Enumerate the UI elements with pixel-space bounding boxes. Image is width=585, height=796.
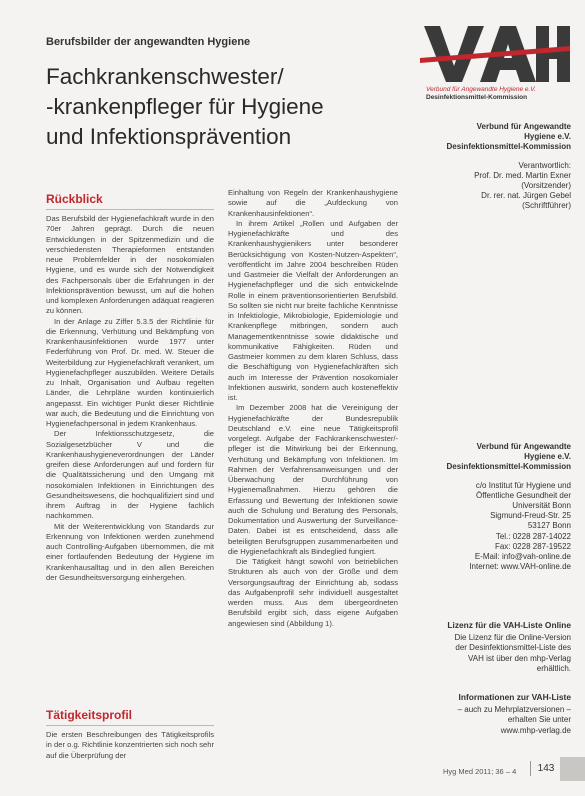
title-line: Fachkrankenschwester/	[46, 64, 284, 89]
body-paragraph: Die Tätigkeit hängt sowohl von betrieblichen Strukturen als auch von der Größe und dem Versorgungsauftrag der Einrichtung ab, sodass das Aufgabenprofil sehr individuell ausgestaltet werden muss. Aus dem übergeordneten Berufsbild ergibt sich, dass eigene Aufgaben angewiesen sind (Abbildung 1).	[228, 557, 398, 628]
sidebar-info-line: erhalten Sie unter	[507, 715, 571, 725]
sidebar-address-line: Sigmund-Freud-Str. 25	[490, 511, 571, 521]
sidebar-license-block	[396, 620, 571, 674]
body-paragraph: In der Anlage zu Ziffer 5.3.5 der Richtlinie für die Erkennung, Verhütung und Bekämpfung von Krankenhausinfektionen wurde 1977 unter Federführung von Prof. Dr. med. W. Steuer die Weiterbildung zur Hygienefachkraft verankert, um Hygienefachpfleger auszubilden. Weitere Details zu Inhalt, Organisation und Aufbau regelten Länder, die Lehrpläne wurden kontinuierlich angepasst. Ein wichtiger Punkt dieser Richtlinie war auch, die Bedeutung und die Einrichtung von Hygienefachpersonal in jedem Krankenhaus.	[46, 316, 214, 428]
column-1-body	[46, 214, 214, 688]
sidebar-publisher-block	[396, 122, 571, 212]
body-paragraph: Der Infektionsschutzgesetz, die Sozialgesetzbücher V und die Krankenhaushygieneverordnungen der Länder greifen diese Anforderungen auf und fordern für die Qualitätssicherung und den Umgang mit nosokomialen Infektionen in Einrichtungen des Gesundheitswesens, die hochqualifiziert sind und ihrem Auftrag in der Hygiene fachlich nachkommen.	[46, 429, 214, 521]
sidebar-license-heading: Lizenz für die VAH-Liste Online	[447, 620, 571, 630]
body-paragraph: Das Berufsbild der Hygienefachkraft wurde in den 70er Jahren geprägt. Durch die neuen Entwicklungen in der Spitzenmedizin und die verschiedensten Therapieformen entstanden neue Problemfelder in der nosokomialen Hygiene, und es wurde sich der Notwendigkeit des Fachpersonals über die Erfahrungen in der Infektionsprävention bewusst, um auf die hohen und komplexen Anforderungen adäquat reagieren zu können.	[46, 214, 214, 316]
body-paragraph: In ihrem Artikel „Rollen und Aufgaben der Hygienefachkräfte und des Krankenhaushygienikers unter besonderer Berücksichtigung von Kosten-Nutzen-Aspekten“, veröffentlicht im Jahre 2004 beschreiben Rüden und Gastmeier die Vielfalt der Anforderungen an Hygienefachpfleger und die sich entwickelnde Rolle in einem präventionsorientierten Berufsbild. So sollten sie nicht nur breite fachliche Kenntnisse in Infektiologie, Mikrobiologie, Epidemiologie und Krankenpflege mitbringen, sondern auch Managementkenntnisse sowie didaktische und kommunikative Fähigkeiten. Rüden und Gastmeier kommen zu dem klaren Schluss, dass die Beschäftigung von Hygienefachkräften sich auch im Interesse der Prävention nosokomialer Infektionen auswirkt, sondern auch kosteneffektiv ist.	[228, 218, 398, 402]
sidebar-address-line: Universität Bonn	[512, 501, 571, 511]
section-kicker: Berufsbilder der angewandten Hygiene	[46, 36, 251, 48]
column-2-body	[228, 188, 398, 772]
sidebar-info-link[interactable]: www.mhp-verlag.de	[500, 725, 571, 735]
section-rule	[46, 725, 214, 726]
vah-logo-mark	[420, 20, 570, 86]
journal-citation: Hyg Med 2011; 36 – 4	[443, 767, 517, 776]
sidebar-person: Prof. Dr. med. Martin Exner	[474, 170, 571, 180]
body-paragraph: Im Dezember 2008 hat die Vereinigung der Hygienefachkräfte der Bundesrepublik Deutschland e.V. eine neue Tätigkeitsprofil vorgelegt. Aufgabe der Fachkrankenschwester/-pfleger ist die Mitwirkung bei der Erkennung, Verhütung und Bekämpfung von Infektionen. Im Rahmen der Verfahrensanweisungen und der Überwachung der Durchführung von Hygienemaßnahmen. Hierzu gehören die Erfassung und Bewertung der Infektionen sowie auch die Schulung und Beratung des Personals, Dokumentation und Auswertung der Surveillance-Daten. Dabei ist es entscheidend, dass alle beteiligten Berufsgruppen zusammenarbeiten und die Hygienefachkraft als Bindeglied fungiert.	[228, 403, 398, 556]
section-heading-rueckblick: Rückblick	[46, 192, 103, 206]
sidebar-address-line: 53127 Bonn	[527, 521, 571, 531]
sidebar-address-line: Tel.: 0228 287-14022	[495, 531, 571, 541]
sidebar-person: (Schriftführer)	[522, 201, 571, 211]
sidebar-email-link[interactable]: E-Mail: info@vah-online.de	[474, 552, 571, 562]
body-paragraph: Einhaltung von Regeln der Krankenhaushygiene sowie auf die „Aufdeckung von Krankenhausinfektionen“.	[228, 188, 398, 218]
sidebar-org-line: Hygiene e.V.	[524, 132, 571, 142]
sidebar-responsible-label: Verantwortlich:	[518, 160, 571, 170]
logo-subline-commission: Desinfektionsmittel-Kommission	[426, 94, 528, 101]
logo-subline-org: Verbund für Angewandte Hygiene e.V.	[426, 86, 536, 93]
sidebar-org-line: Desinfektionsmittel-Kommission	[446, 142, 571, 152]
sidebar-address-line: c/o Institut für Hygiene und	[475, 480, 571, 490]
sidebar-web-link[interactable]: Internet: www.VAH-online.de	[469, 562, 571, 572]
sidebar-address-line: Fax: 0228 287-19522	[494, 541, 571, 551]
sidebar-address-block	[396, 442, 571, 572]
page-number: 143	[530, 761, 561, 776]
sidebar-person: (Vorsitzender)	[521, 181, 571, 191]
page-edge-tab	[560, 757, 585, 781]
body-paragraph: Mit der Weiterentwicklung von Standards zur Erkennung von Infektionen werden zunehmend auch Controlling-Aufgaben übernommen, die mit einer fortlaufenden Bedeutung der Hygiene im Krankenhausalltag und in den allen Bereichen der Gesundheitsversorgung einhergehen.	[46, 521, 214, 582]
sidebar-person: Dr. rer. nat. Jürgen Gebel	[481, 191, 571, 201]
title-line: -krankenpfleger für Hygiene	[46, 94, 324, 119]
article-title	[46, 62, 376, 152]
sidebar-org-line: Hygiene e.V.	[524, 452, 571, 462]
sidebar-org-line: Verbund für Angewandte	[476, 442, 571, 451]
sidebar-license-line: erhältlich.	[536, 663, 571, 673]
body-paragraph: Die ersten Beschreibungen des Tätigkeitsprofils in der o.g. Richtlinie konzentrierten sich noch sehr auf die Überprüfung der	[46, 730, 214, 760]
sidebar-license-line: VAH ist über den mhp-Verlag	[467, 653, 571, 663]
sidebar-info-block	[396, 692, 571, 736]
section-rule	[46, 209, 214, 210]
sidebar-address-line: Öffentliche Gesundheit der	[475, 490, 571, 500]
sidebar-info-line: – auch zu Mehrplatzversionen –	[457, 705, 571, 715]
section-heading-taetigkeitsprofil: Tätigkeitsprofil	[46, 708, 133, 722]
sidebar-org-line: Verbund für Angewandte	[476, 122, 571, 131]
sidebar-license-line: Die Lizenz für die Online-Version	[454, 633, 571, 643]
title-line: und Infektionsprävention	[46, 124, 292, 149]
sidebar-org-line: Desinfektionsmittel-Kommission	[446, 462, 571, 472]
sidebar-license-line: der Desinfektionsmittel-Liste des	[455, 643, 571, 653]
sidebar-info-heading: Informationen zur VAH-Liste	[458, 692, 571, 702]
vah-logo	[420, 20, 570, 116]
column-1-body-lower	[46, 730, 214, 772]
